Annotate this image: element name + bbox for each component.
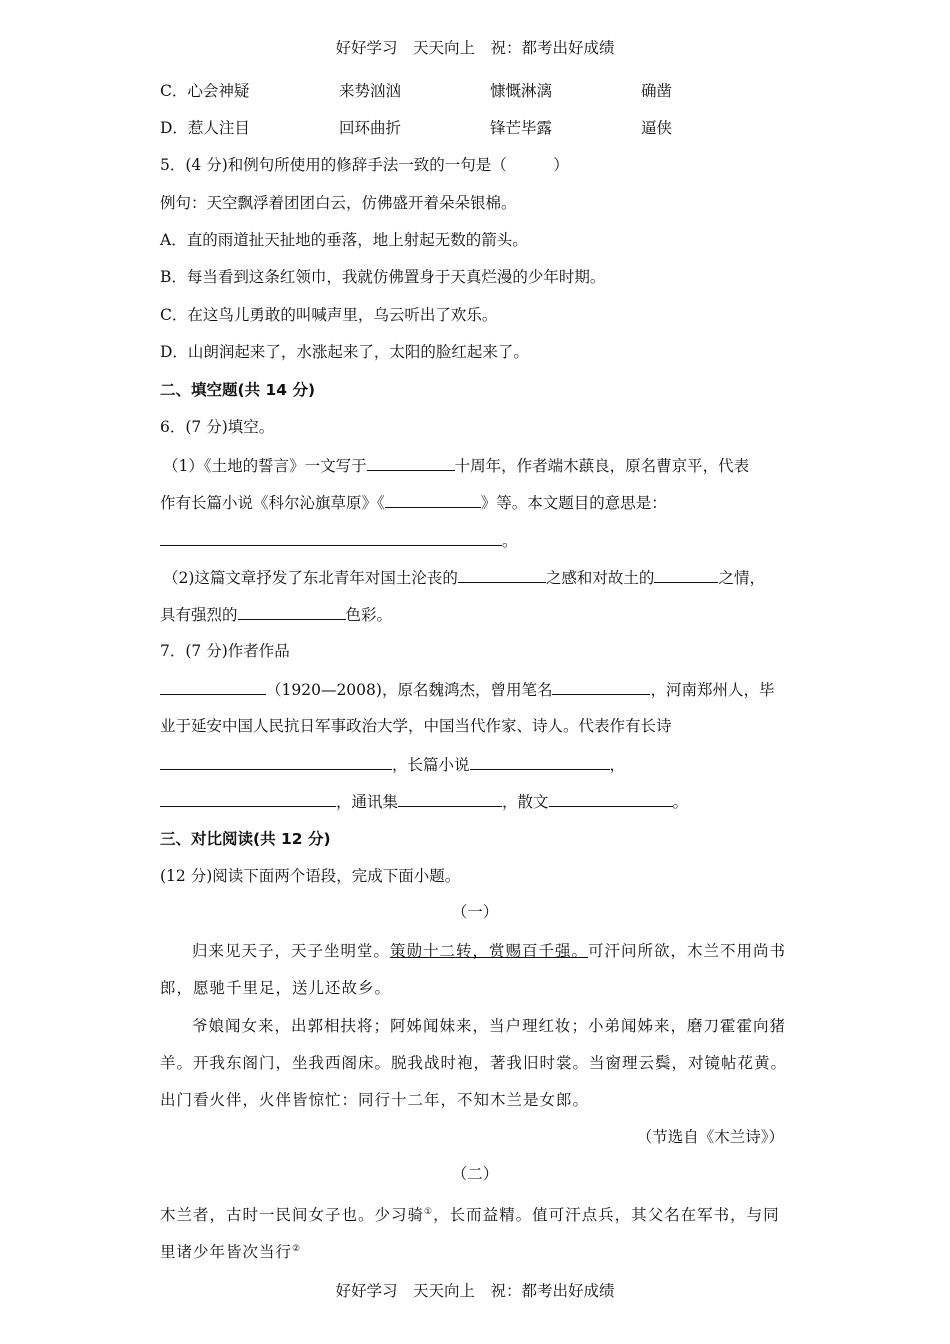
q7-text: 。: [672, 793, 689, 811]
passage-2-line1: [160, 1202, 780, 1225]
option-word: 锋芒毕露: [490, 119, 553, 137]
option-word: 确凿: [641, 82, 673, 100]
option-word: 来势汹汹: [339, 82, 402, 100]
passage-text: 里诸少年皆次当行: [160, 1243, 293, 1262]
option-label: D．惹人注目: [160, 119, 250, 137]
option-word: 回环曲折: [339, 119, 402, 137]
passage-text: 木兰者，古时一民间女子也。少习骑: [160, 1206, 425, 1225]
option-word: 慷慨淋漓: [490, 82, 553, 100]
q6-part1-line3: [160, 530, 518, 551]
footnote-mark: ①: [424, 1207, 434, 1217]
answer-blank[interactable]: [552, 679, 650, 695]
answer-blank[interactable]: [654, 567, 718, 583]
q6-text: 之情，: [718, 569, 765, 587]
q7-line1: [160, 679, 774, 700]
passage-1-p2-line1: 爷娘闻女来，出郭相扶将；阿姊闻妹来，当户理红妆；小弟闻姊来，磨刀霍霍向猪: [192, 1017, 787, 1035]
q7-line4: [160, 791, 688, 812]
q7-text: ，散文: [502, 793, 549, 811]
q7-line2: 业于延安中国人民抗日军事政治大学，中国当代作家、诗人。代表作有长诗: [160, 717, 672, 735]
answer-blank[interactable]: [385, 492, 481, 508]
answer-blank[interactable]: [160, 754, 392, 770]
q6-text: 。: [502, 532, 518, 550]
q6-part2-line2: [160, 604, 392, 625]
q7-text: （1920—2008)，原名魏鸿杰，曾用笔名: [266, 681, 553, 699]
q6-part2-line1: [163, 567, 765, 588]
answer-blank[interactable]: [367, 455, 455, 471]
q7-text: ，河南郑州人，毕: [650, 681, 775, 699]
passage-1-p2-line3: 出门看火伴，火伴皆惊忙：同行十二年，不知木兰是女郎。: [160, 1091, 590, 1109]
passage-text: ，长而益精。值可汗点兵，其父名在军书，与同: [433, 1206, 780, 1225]
q5-stem: 5．(4 分)和例句所使用的修辞手法一致的一句是（ ）: [160, 156, 569, 174]
passage-text: 可汗问所欲，木兰不用尚书: [588, 942, 787, 960]
passage-text: 归来见天子，天子坐明堂。: [192, 942, 391, 960]
passage-2-title: （二）: [451, 1165, 499, 1183]
passage-1-p1-line2: 郎，愿驰千里足，送儿还故乡。: [160, 979, 392, 997]
underlined-text: 策勋十二转，赏赐百千强。: [390, 942, 589, 960]
answer-blank[interactable]: [398, 791, 502, 807]
q5-option-a: A．直的雨道扯天扯地的垂落，地上射起无数的箭头。: [160, 231, 528, 249]
answer-blank[interactable]: [458, 567, 546, 583]
q6-text: 具有强烈的: [160, 606, 238, 624]
answer-blank[interactable]: [160, 791, 336, 807]
answer-blank[interactable]: [160, 679, 266, 695]
q5-example: 例句：天空飘浮着团团白云，仿佛盛开着朵朵银棉。: [160, 194, 517, 212]
section-2-title: 二、填空题(共 14 分): [160, 381, 316, 399]
q7-text: ，长篇小说: [392, 756, 470, 774]
option-word: 逼侠: [641, 119, 673, 137]
page-footer: 好好学习 天天向上 祝：都考出好成绩: [335, 1282, 615, 1300]
q6-text: 》等。本文题目的意思是：: [480, 494, 667, 512]
q6-text: 十周年，作者端木蕻良，原名曹京平，代表: [454, 457, 750, 475]
q5-option-c: C．在这鸟儿勇敢的叫喊声里，乌云听出了欢乐。: [160, 306, 498, 324]
passage-1-p1-line1: [192, 941, 786, 961]
q6-text: 之感和对故土的: [545, 569, 655, 587]
passage-1-p2-line2: 羊。开我东阁门，坐我西阁床。脱我战时袍，著我旧时裳。当窗理云鬓，对镜帖花黄。: [160, 1054, 788, 1072]
answer-blank[interactable]: [549, 791, 673, 807]
q6-text: （2)这篇文章抒发了东北青年对国土沦丧的: [163, 569, 458, 587]
passage-2-line2: [160, 1239, 301, 1262]
q5-option-b: B．每当看到这条红领巾，我就仿佛置身于天真烂漫的少年时期。: [160, 268, 606, 286]
page-header: 好好学习 天天向上 祝：都考出好成绩: [335, 39, 615, 57]
q7-line3: [160, 754, 625, 775]
q6-text: （1）《土地的誓言》一文写于: [163, 457, 367, 475]
q6-text: 作有长篇小说《科尔沁旗草原》《: [160, 494, 385, 512]
answer-blank[interactable]: [160, 530, 502, 546]
q6-part1-line2: [160, 492, 667, 513]
answer-blank[interactable]: [470, 754, 610, 770]
q6-text: 色彩。: [345, 606, 393, 624]
q6-stem: 6．(7 分)填空。: [160, 418, 275, 436]
answer-blank[interactable]: [238, 604, 346, 620]
option-label: C．心会神疑: [160, 82, 250, 100]
q6-part1-line1: [163, 455, 749, 476]
q7-stem: 7．(7 分)作者作品: [160, 642, 290, 660]
footnote-mark: ②: [292, 1244, 302, 1254]
reading-intro: (12 分)阅读下面两个语段，完成下面小题。: [160, 867, 461, 885]
q5-option-d: D．山朗润起来了，水涨起来了，太阳的脸红起来了。: [160, 343, 529, 361]
q7-text: ，通讯集: [336, 793, 399, 811]
passage-1-title: （一）: [451, 903, 499, 921]
section-3-title: 三、对比阅读(共 12 分): [160, 830, 331, 848]
q7-text: ，: [609, 756, 626, 774]
passage-1-source: （节选自《木兰诗》）: [636, 1128, 784, 1146]
